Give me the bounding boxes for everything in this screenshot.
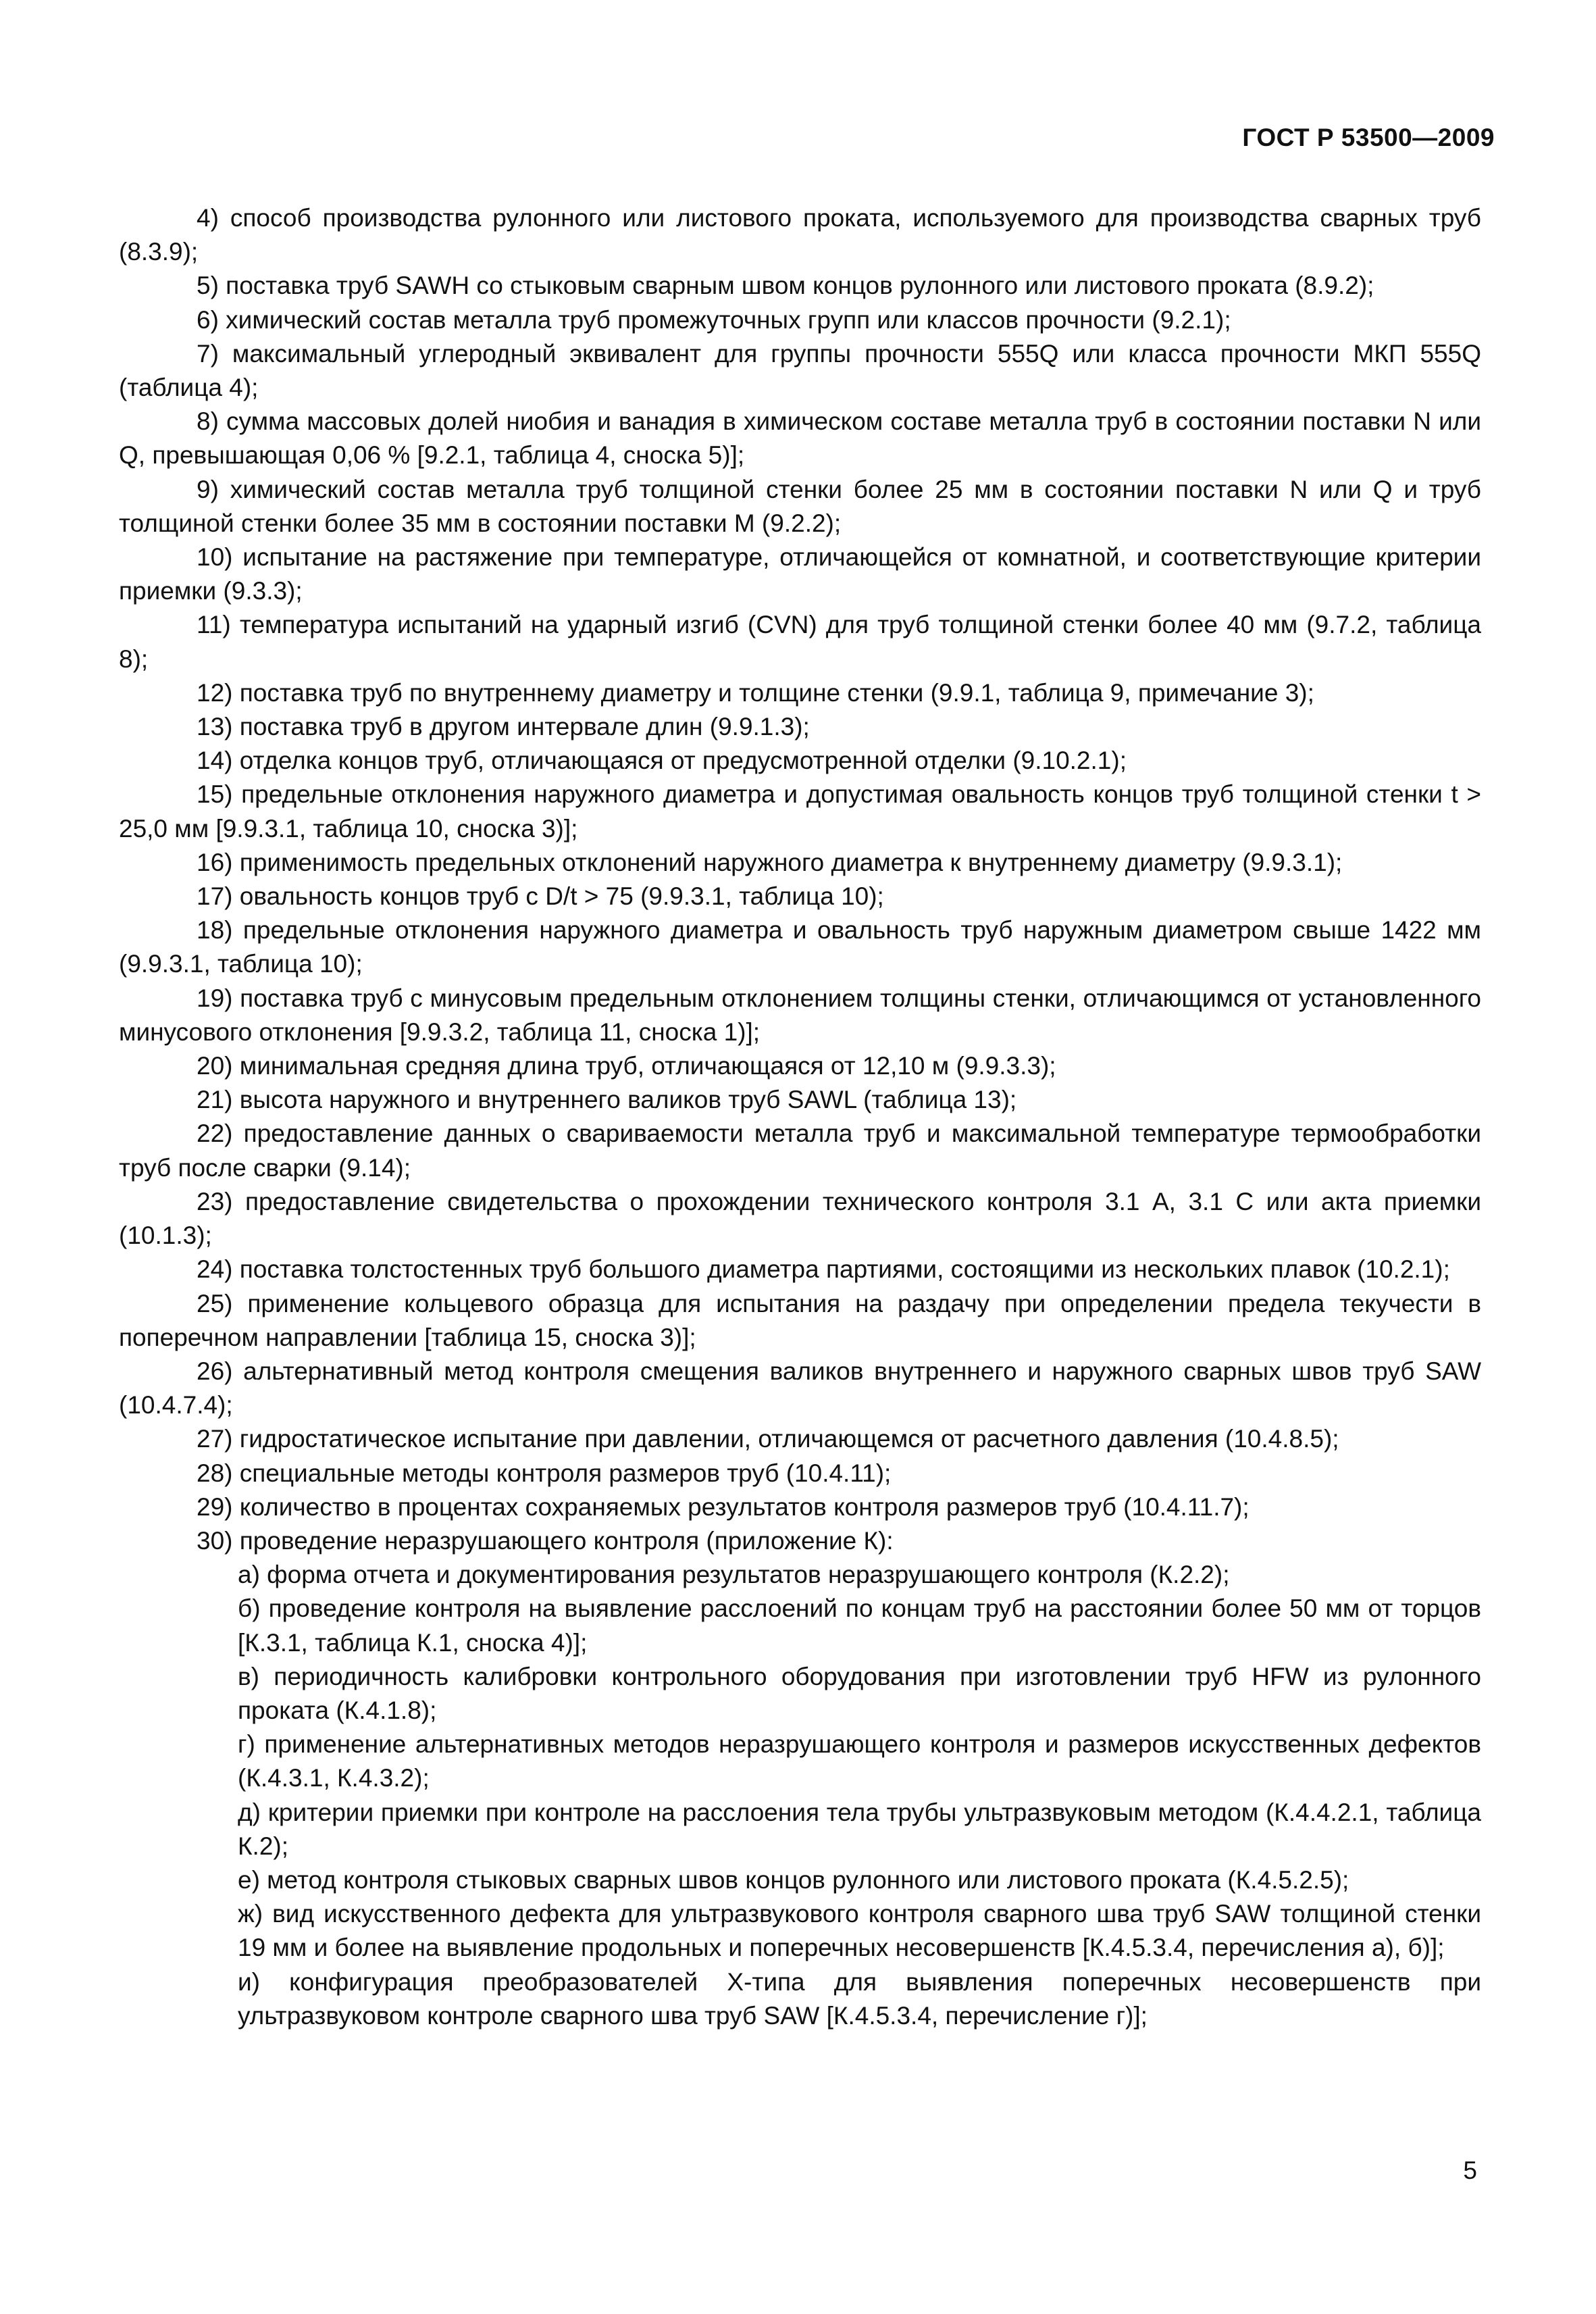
list-item: 8) сумма массовых долей ниобия и ванадия в химическом составе металла труб в состоянии поставки N или Q, превышающая 0,06 % [9.2.1, таблица 4, сноска 5)];	[119, 407, 1481, 470]
list-item: 16) применимость предельных отклонений наружного диаметра к внутреннему диаметру (9.9.3.1);	[197, 848, 1343, 876]
list-item: 12) поставка труб по внутреннему диаметру и толщине стенки (9.9.1, таблица 9, примечание 3);	[197, 678, 1314, 707]
list-item: 10) испытание на растяжение при температуре, отличающейся от комнатной, и соответствующие критерии приемки (9.3.3);	[119, 543, 1481, 605]
sub-list-item: ж) вид искусственного дефекта для ультразвукового контроля сварного шва труб SAW толщиной стенки 19 мм и более на выявление продольных и поперечных несовершенств [К.4.5.3.4, перечисления а), б)];	[238, 1900, 1481, 1962]
page-number: 5	[1463, 2157, 1477, 2184]
list-item: 22) предоставление данных о свариваемости металла труб и максимальной температуре термообработки труб после сварки (9.14);	[119, 1120, 1481, 1182]
sub-list-item: д) критерии приемки при контроле на расслоения тела трубы ультразвуковым методом (К.4.4.2.1, таблица К.2);	[238, 1798, 1481, 1860]
list-item: 4) способ производства рулонного или листового проката, используемого для производства сварных труб (8.3.9);	[119, 204, 1481, 266]
list-item: 19) поставка труб с минусовым предельным отклонением толщины стенки, отличающимся от установленного минусового отклонения [9.9.3.2, таблица 11, сноска 1)];	[119, 984, 1481, 1046]
sub-list-item: а) форма отчета и документирования результатов неразрушающего контроля (К.2.2);	[238, 1561, 1230, 1589]
list-item: 18) предельные отклонения наружного диаметра и овальность труб наружным диаметром свыше 1422 мм (9.9.3.1, таблица 10);	[119, 916, 1481, 978]
list-item: 11) температура испытаний на ударный изгиб (CVN) для труб толщиной стенки более 40 мм (9.7.2, таблица 8);	[119, 611, 1481, 673]
requirements-list	[119, 201, 1481, 2033]
list-item: 30) проведение неразрушающего контроля (приложение К):	[197, 1526, 894, 1555]
document-code: ГОСТ Р 53500—2009	[1242, 124, 1495, 151]
sub-list-item: г) применение альтернативных методов неразрушающего контроля и размеров искусственных дефектов (К.4.3.1, К.4.3.2);	[238, 1730, 1481, 1792]
list-item: 15) предельные отклонения наружного диаметра и допустимая овальность концов труб толщиной стенки t > 25,0 мм [9.9.3.1, таблица 10, сноска 3)];	[119, 780, 1481, 842]
sub-list-item: и) конфигурация преобразователей X-типа для выявления поперечных несовершенств при ультразвуковом контроле сварного шва труб SAW [К.4.5.3.4, перечисление г)];	[238, 1967, 1481, 2030]
list-item: 9) химический состав металла труб толщиной стенки более 25 мм в состоянии поставки N или Q и труб толщиной стенки более 35 мм в состоянии поставки М (9.2.2);	[119, 475, 1481, 537]
sub-list-item: е) метод контроля стыковых сварных швов концов рулонного или листового проката (К.4.5.2.5);	[238, 1865, 1349, 1894]
list-item: 20) минимальная средняя длина труб, отличающаяся от 12,10 м (9.9.3.3);	[197, 1052, 1056, 1080]
list-item: 28) специальные методы контроля размеров труб (10.4.11);	[197, 1459, 892, 1487]
list-item: 7) максимальный углеродный эквивалент для группы прочности 555Q или класса прочности МКП 555Q (таблица 4);	[119, 339, 1481, 402]
list-item: 17) овальность концов труб с D/t > 75 (9.9.3.1, таблица 10);	[197, 882, 884, 911]
list-item: 26) альтернативный метод контроля смещения валиков внутреннего и наружного сварных швов труб SAW (10.4.7.4);	[119, 1357, 1481, 1419]
list-item: 24) поставка толстостенных труб большого диаметра партиями, состоящими из нескольких плавок (10.2.1);	[197, 1255, 1450, 1284]
list-item: 29) количество в процентах сохраняемых результатов контроля размеров труб (10.4.11.7);	[197, 1492, 1250, 1521]
list-item: 27) гидростатическое испытание при давлении, отличающемся от расчетного давления (10.4.8.5);	[197, 1425, 1339, 1453]
list-item: 25) применение кольцевого образца для испытания на раздачу при определении предела текучести в поперечном направлении [таблица 15, сноска 3)];	[119, 1289, 1481, 1351]
sub-list-item: б) проведение контроля на выявление расслоений по концам труб на расстоянии более 50 мм от торцов [К.3.1, таблица К.1, сноска 4)];	[238, 1594, 1481, 1657]
list-item: 5) поставка труб SAWH со стыковым сварным швом концов рулонного или листового проката (8.9.2);	[197, 272, 1374, 300]
sub-list-item: в) периодичность калибровки контрольного оборудования при изготовлении труб HFW из рулонного проката (К.4.1.8);	[238, 1662, 1481, 1724]
list-item: 21) высота наружного и внутреннего валиков труб SAWL (таблица 13);	[197, 1086, 1017, 1114]
list-item: 13) поставка труб в другом интервале длин (9.9.1.3);	[197, 713, 810, 741]
list-item: 6) химический состав металла труб промежуточных групп или классов прочности (9.2.1);	[197, 305, 1231, 334]
list-item: 23) предоставление свидетельства о прохождении технического контроля 3.1 А, 3.1 С или акта приемки (10.1.3);	[119, 1187, 1481, 1250]
list-item: 14) отделка концов труб, отличающаяся от предусмотренной отделки (9.10.2.1);	[197, 747, 1127, 775]
